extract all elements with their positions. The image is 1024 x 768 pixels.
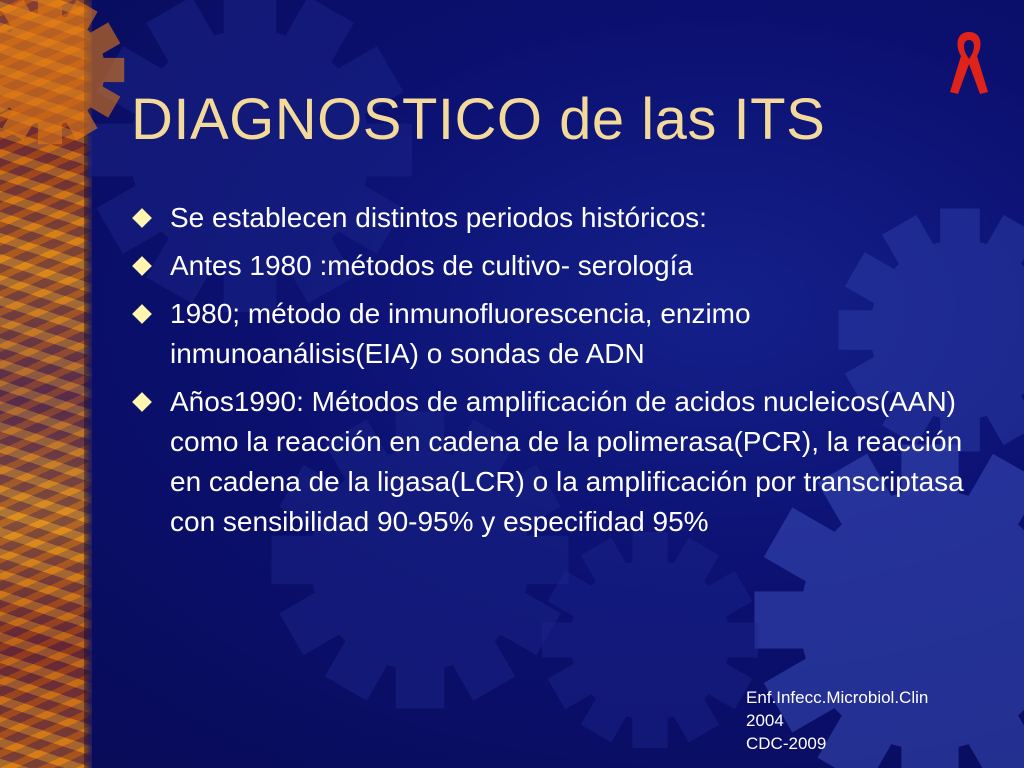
bullet-text: Antes 1980 :métodos de cultivo- serología <box>170 250 693 281</box>
list-item <box>131 198 971 238</box>
diamond-bullet-icon <box>132 392 152 412</box>
awareness-ribbon-icon <box>944 26 994 98</box>
source-line: 2004 <box>746 711 784 730</box>
bullet-text: Se establecen distintos periodos históricos: <box>170 202 707 233</box>
source-citation <box>746 686 928 755</box>
bullet-list <box>131 198 971 550</box>
list-item <box>131 246 971 286</box>
diamond-bullet-icon <box>132 304 152 324</box>
bullet-text: Años1990: Métodos de amplificación de acidos nucleicos(AAN) como la reacción en cadena de la polimerasa(PCR), la reacción en cadena de la ligasa(LCR) o la amplificación por transcriptasa con sensibilidad 90-95% y especifidad 95% <box>170 386 964 537</box>
gear-icon <box>542 532 758 748</box>
slide-title: DIAGNOSTICO de las ITS <box>131 87 826 152</box>
gear-icon <box>0 0 124 144</box>
bullet-text: 1980; método de inmunofluorescencia, enzimo inmunoanálisis(EIA) o sondas de ADN <box>170 298 751 369</box>
source-line: Enf.Infecc.Microbiol.Clin <box>746 688 929 707</box>
source-line: CDC-2009 <box>746 734 827 753</box>
list-item <box>131 382 971 542</box>
list-item <box>131 294 971 374</box>
diamond-bullet-icon <box>132 256 152 276</box>
diamond-bullet-icon <box>132 208 152 228</box>
